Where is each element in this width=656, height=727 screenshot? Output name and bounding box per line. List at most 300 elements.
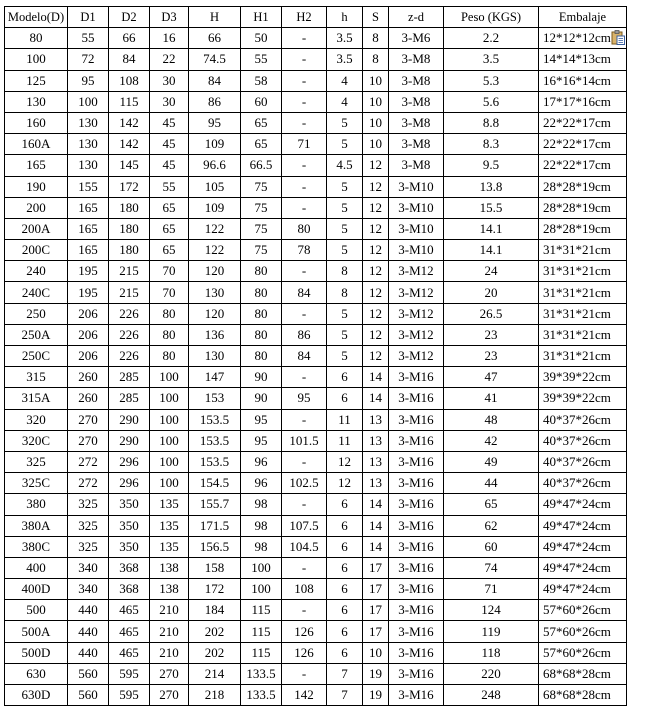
cell-h-lower: 5 xyxy=(327,134,363,155)
table-row xyxy=(5,218,627,239)
cell-d2: 142 xyxy=(109,134,150,155)
cell-d2: 350 xyxy=(109,494,150,515)
cell-h1: 80 xyxy=(241,324,282,345)
cell-s: 14 xyxy=(363,494,389,515)
cell-h1: 98 xyxy=(241,515,282,536)
cell-embalaje xyxy=(539,91,627,112)
column-header-d2: D2 xyxy=(109,7,150,28)
cell-d3: 100 xyxy=(150,451,189,472)
table-row xyxy=(5,557,627,578)
cell-embalaje xyxy=(539,515,627,536)
cell-h-lower: 4 xyxy=(327,70,363,91)
cell-h1: 100 xyxy=(241,579,282,600)
cell-modelo: 325C xyxy=(5,473,68,494)
cell-h-lower: 5 xyxy=(327,218,363,239)
cell-modelo: 315 xyxy=(5,367,68,388)
cell-d1: 560 xyxy=(68,663,109,684)
cell-peso: 14.1 xyxy=(444,218,539,239)
cell-d1: 72 xyxy=(68,49,109,70)
table-row xyxy=(5,409,627,430)
cell-s: 12 xyxy=(363,346,389,367)
cell-d3: 22 xyxy=(150,49,189,70)
cell-z-d: 3-M16 xyxy=(389,388,444,409)
cell-z-d: 3-M16 xyxy=(389,473,444,494)
cell-s: 19 xyxy=(363,685,389,706)
cell-modelo: 165 xyxy=(5,155,68,176)
cell-embalaje xyxy=(539,430,627,451)
cell-d1: 206 xyxy=(68,303,109,324)
cell-h2: 107.5 xyxy=(282,515,327,536)
cell-h-upper: 120 xyxy=(189,303,241,324)
table-row xyxy=(5,324,627,345)
cell-s: 10 xyxy=(363,134,389,155)
column-header-z-d: z-d xyxy=(389,7,444,28)
column-header-h-lower: h xyxy=(327,7,363,28)
cell-h-upper: 155.7 xyxy=(189,494,241,515)
cell-z-d: 3-M10 xyxy=(389,240,444,261)
cell-peso: 119 xyxy=(444,621,539,642)
cell-h2: - xyxy=(282,91,327,112)
table-row xyxy=(5,473,627,494)
cell-embalaje-text: 22*22*17cm xyxy=(543,115,611,131)
cell-d3: 100 xyxy=(150,367,189,388)
cell-d2: 350 xyxy=(109,515,150,536)
cell-d1: 340 xyxy=(68,557,109,578)
cell-s: 12 xyxy=(363,303,389,324)
cell-d3: 210 xyxy=(150,600,189,621)
table-row xyxy=(5,303,627,324)
cell-d1: 272 xyxy=(68,473,109,494)
cell-modelo: 200 xyxy=(5,197,68,218)
cell-d1: 340 xyxy=(68,579,109,600)
cell-modelo: 200A xyxy=(5,218,68,239)
cell-d2: 595 xyxy=(109,685,150,706)
table-row xyxy=(5,155,627,176)
cell-h1: 65 xyxy=(241,112,282,133)
cell-peso: 124 xyxy=(444,600,539,621)
cell-h1: 115 xyxy=(241,600,282,621)
cell-h-upper: 156.5 xyxy=(189,536,241,557)
cell-h2: 71 xyxy=(282,134,327,155)
cell-h-lower: 12 xyxy=(327,473,363,494)
cell-d1: 440 xyxy=(68,642,109,663)
column-header-h-upper: H xyxy=(189,7,241,28)
cell-s: 14 xyxy=(363,388,389,409)
cell-modelo: 250C xyxy=(5,346,68,367)
cell-embalaje xyxy=(539,473,627,494)
cell-h-lower: 6 xyxy=(327,367,363,388)
cell-h-upper: 172 xyxy=(189,579,241,600)
cell-d3: 80 xyxy=(150,346,189,367)
cell-peso: 20 xyxy=(444,282,539,303)
cell-d1: 325 xyxy=(68,494,109,515)
cell-peso: 5.6 xyxy=(444,91,539,112)
cell-embalaje xyxy=(539,600,627,621)
cell-embalaje xyxy=(539,579,627,600)
cell-d3: 100 xyxy=(150,430,189,451)
cell-modelo: 125 xyxy=(5,70,68,91)
cell-s: 17 xyxy=(363,557,389,578)
cell-d1: 165 xyxy=(68,197,109,218)
cell-h1: 80 xyxy=(241,346,282,367)
cell-h-upper: 153.5 xyxy=(189,430,241,451)
cell-d2: 285 xyxy=(109,388,150,409)
cell-peso: 42 xyxy=(444,430,539,451)
cell-h-lower: 7 xyxy=(327,685,363,706)
cell-modelo: 500D xyxy=(5,642,68,663)
cell-s: 10 xyxy=(363,91,389,112)
cell-embalaje xyxy=(539,367,627,388)
cell-d3: 210 xyxy=(150,642,189,663)
cell-embalaje-text: 40*37*26cm xyxy=(543,432,611,448)
cell-s: 12 xyxy=(363,261,389,282)
cell-embalaje-text: 31*31*21cm xyxy=(543,305,611,321)
cell-d1: 440 xyxy=(68,600,109,621)
cell-embalaje xyxy=(539,685,627,706)
table-row xyxy=(5,388,627,409)
cell-modelo: 380 xyxy=(5,494,68,515)
cell-z-d: 3-M12 xyxy=(389,324,444,345)
cell-s: 14 xyxy=(363,515,389,536)
cell-s: 10 xyxy=(363,112,389,133)
cell-h1: 60 xyxy=(241,91,282,112)
cell-modelo: 80 xyxy=(5,28,68,49)
cell-embalaje-text: 28*28*19cm xyxy=(543,178,611,194)
cell-h1: 58 xyxy=(241,70,282,91)
cell-h2: - xyxy=(282,557,327,578)
cell-d1: 55 xyxy=(68,28,109,49)
cell-embalaje xyxy=(539,197,627,218)
cell-h-lower: 5 xyxy=(327,303,363,324)
cell-h-upper: 109 xyxy=(189,197,241,218)
cell-modelo: 100 xyxy=(5,49,68,70)
table-row xyxy=(5,430,627,451)
cell-embalaje-text: 16*16*14cm xyxy=(543,72,611,88)
cell-embalaje xyxy=(539,557,627,578)
cell-s: 12 xyxy=(363,240,389,261)
cell-h1: 80 xyxy=(241,261,282,282)
cell-h-lower: 3.5 xyxy=(327,49,363,70)
cell-h-upper: 147 xyxy=(189,367,241,388)
cell-z-d: 3-M12 xyxy=(389,346,444,367)
cell-d3: 135 xyxy=(150,515,189,536)
cell-embalaje-text: 31*31*21cm xyxy=(543,348,611,364)
cell-peso: 13.8 xyxy=(444,176,539,197)
cell-h-lower: 5 xyxy=(327,240,363,261)
cell-d1: 95 xyxy=(68,70,109,91)
cell-modelo: 630 xyxy=(5,663,68,684)
cell-h1: 95 xyxy=(241,430,282,451)
column-header-d1: D1 xyxy=(68,7,109,28)
cell-d2: 145 xyxy=(109,155,150,176)
table-row xyxy=(5,176,627,197)
cell-embalaje xyxy=(539,303,627,324)
cell-z-d: 3-M8 xyxy=(389,112,444,133)
cell-h-upper: 130 xyxy=(189,346,241,367)
cell-h1: 133.5 xyxy=(241,685,282,706)
cell-peso: 8.3 xyxy=(444,134,539,155)
cell-embalaje-text: 57*60*26cm xyxy=(543,602,611,618)
cell-peso: 23 xyxy=(444,324,539,345)
table-row xyxy=(5,621,627,642)
cell-h1: 115 xyxy=(241,621,282,642)
cell-d3: 100 xyxy=(150,473,189,494)
table-header-row xyxy=(5,7,627,28)
cell-embalaje-text: 12*12*12cm xyxy=(543,30,611,46)
cell-embalaje xyxy=(539,388,627,409)
cell-d3: 100 xyxy=(150,409,189,430)
clipboard-paste-icon[interactable] xyxy=(611,30,625,45)
cell-modelo: 380A xyxy=(5,515,68,536)
cell-z-d: 3-M16 xyxy=(389,494,444,515)
cell-h-upper: 153.5 xyxy=(189,451,241,472)
cell-d2: 180 xyxy=(109,240,150,261)
cell-embalaje xyxy=(539,663,627,684)
cell-peso: 2.2 xyxy=(444,28,539,49)
cell-embalaje-text: 49*47*24cm xyxy=(543,538,611,554)
table-row xyxy=(5,240,627,261)
table-row xyxy=(5,70,627,91)
cell-h2: 84 xyxy=(282,282,327,303)
cell-z-d: 3-M8 xyxy=(389,70,444,91)
cell-h-lower: 5 xyxy=(327,197,363,218)
cell-z-d: 3-M16 xyxy=(389,579,444,600)
column-header-embalaje: Embalaje xyxy=(539,7,627,28)
cell-h-upper: 95 xyxy=(189,112,241,133)
cell-z-d: 3-M12 xyxy=(389,261,444,282)
cell-z-d: 3-M16 xyxy=(389,557,444,578)
cell-modelo: 240C xyxy=(5,282,68,303)
cell-peso: 23 xyxy=(444,346,539,367)
cell-s: 14 xyxy=(363,536,389,557)
cell-z-d: 3-M8 xyxy=(389,134,444,155)
cell-h-upper: 153.5 xyxy=(189,409,241,430)
table-row xyxy=(5,91,627,112)
cell-s: 17 xyxy=(363,579,389,600)
cell-d1: 260 xyxy=(68,367,109,388)
column-header-peso: Peso (KGS) xyxy=(444,7,539,28)
cell-h-upper: 154.5 xyxy=(189,473,241,494)
cell-embalaje-text: 39*39*22cm xyxy=(543,390,611,406)
cell-d2: 115 xyxy=(109,91,150,112)
cell-embalaje xyxy=(539,324,627,345)
cell-embalaje-text: 31*31*21cm xyxy=(543,284,611,300)
cell-h2: - xyxy=(282,176,327,197)
cell-h-upper: 66 xyxy=(189,28,241,49)
cell-s: 12 xyxy=(363,176,389,197)
cell-d3: 65 xyxy=(150,240,189,261)
cell-h1: 75 xyxy=(241,176,282,197)
cell-embalaje-text: 49*47*24cm xyxy=(543,517,611,533)
table-row xyxy=(5,494,627,515)
cell-modelo: 130 xyxy=(5,91,68,112)
table-row xyxy=(5,197,627,218)
cell-h-upper: 171.5 xyxy=(189,515,241,536)
cell-h2: 80 xyxy=(282,218,327,239)
cell-h1: 80 xyxy=(241,303,282,324)
cell-h-lower: 6 xyxy=(327,579,363,600)
cell-d3: 70 xyxy=(150,282,189,303)
cell-z-d: 3-M12 xyxy=(389,303,444,324)
cell-modelo: 315A xyxy=(5,388,68,409)
cell-h-lower: 7 xyxy=(327,663,363,684)
cell-d2: 350 xyxy=(109,536,150,557)
cell-h-upper: 184 xyxy=(189,600,241,621)
cell-h-lower: 12 xyxy=(327,451,363,472)
cell-h1: 50 xyxy=(241,28,282,49)
cell-z-d: 3-M16 xyxy=(389,451,444,472)
cell-peso: 44 xyxy=(444,473,539,494)
cell-d2: 595 xyxy=(109,663,150,684)
cell-d3: 80 xyxy=(150,324,189,345)
cell-d3: 270 xyxy=(150,685,189,706)
cell-h1: 55 xyxy=(241,49,282,70)
cell-d3: 30 xyxy=(150,70,189,91)
cell-embalaje xyxy=(539,70,627,91)
cell-d2: 172 xyxy=(109,176,150,197)
cell-d3: 30 xyxy=(150,91,189,112)
table-row xyxy=(5,685,627,706)
cell-modelo: 500 xyxy=(5,600,68,621)
cell-z-d: 3-M6 xyxy=(389,28,444,49)
cell-d2: 296 xyxy=(109,451,150,472)
cell-h-upper: 122 xyxy=(189,240,241,261)
cell-s: 17 xyxy=(363,621,389,642)
cell-d2: 226 xyxy=(109,346,150,367)
table-row xyxy=(5,49,627,70)
cell-h2: - xyxy=(282,261,327,282)
cell-embalaje-text: 40*37*26cm xyxy=(543,475,611,491)
cell-modelo: 190 xyxy=(5,176,68,197)
cell-z-d: 3-M16 xyxy=(389,663,444,684)
cell-modelo: 380C xyxy=(5,536,68,557)
cell-d1: 560 xyxy=(68,685,109,706)
cell-s: 17 xyxy=(363,600,389,621)
cell-h1: 115 xyxy=(241,642,282,663)
cell-h1: 66.5 xyxy=(241,155,282,176)
cell-h1: 100 xyxy=(241,557,282,578)
cell-modelo: 160A xyxy=(5,134,68,155)
cell-h-upper: 105 xyxy=(189,176,241,197)
cell-d3: 45 xyxy=(150,134,189,155)
cell-embalaje xyxy=(539,28,627,49)
cell-modelo: 630D xyxy=(5,685,68,706)
cell-embalaje xyxy=(539,112,627,133)
cell-s: 12 xyxy=(363,324,389,345)
cell-d2: 66 xyxy=(109,28,150,49)
cell-d2: 226 xyxy=(109,303,150,324)
cell-s: 19 xyxy=(363,663,389,684)
cell-s: 12 xyxy=(363,155,389,176)
cell-h1: 98 xyxy=(241,494,282,515)
cell-embalaje xyxy=(539,621,627,642)
cell-s: 13 xyxy=(363,473,389,494)
cell-d2: 108 xyxy=(109,70,150,91)
cell-z-d: 3-M10 xyxy=(389,197,444,218)
cell-peso: 74 xyxy=(444,557,539,578)
cell-h-lower: 6 xyxy=(327,536,363,557)
cell-s: 13 xyxy=(363,430,389,451)
cell-s: 13 xyxy=(363,451,389,472)
cell-h2: - xyxy=(282,28,327,49)
cell-d1: 272 xyxy=(68,451,109,472)
cell-s: 8 xyxy=(363,28,389,49)
cell-peso: 14.1 xyxy=(444,240,539,261)
cell-h-upper: 153 xyxy=(189,388,241,409)
cell-d3: 70 xyxy=(150,261,189,282)
cell-s: 14 xyxy=(363,367,389,388)
cell-h-upper: 120 xyxy=(189,261,241,282)
cell-d2: 215 xyxy=(109,282,150,303)
cell-d1: 155 xyxy=(68,176,109,197)
cell-d2: 180 xyxy=(109,218,150,239)
cell-h-lower: 6 xyxy=(327,494,363,515)
cell-h2: - xyxy=(282,155,327,176)
cell-z-d: 3-M16 xyxy=(389,600,444,621)
table-row xyxy=(5,451,627,472)
cell-peso: 8.8 xyxy=(444,112,539,133)
cell-s: 12 xyxy=(363,197,389,218)
cell-z-d: 3-M16 xyxy=(389,409,444,430)
cell-modelo: 200C xyxy=(5,240,68,261)
column-header-d3: D3 xyxy=(150,7,189,28)
cell-h2: - xyxy=(282,303,327,324)
cell-modelo: 325 xyxy=(5,451,68,472)
cell-peso: 9.5 xyxy=(444,155,539,176)
cell-embalaje xyxy=(539,155,627,176)
column-header-modelo: Modelo(D) xyxy=(5,7,68,28)
cell-modelo: 160 xyxy=(5,112,68,133)
cell-h-lower: 4 xyxy=(327,91,363,112)
cell-h-upper: 109 xyxy=(189,134,241,155)
cell-d2: 368 xyxy=(109,579,150,600)
cell-embalaje-text: 31*31*21cm xyxy=(543,326,611,342)
cell-z-d: 3-M8 xyxy=(389,91,444,112)
cell-embalaje-text: 68*68*28cm xyxy=(543,687,611,703)
cell-z-d: 3-M16 xyxy=(389,621,444,642)
cell-embalaje-text: 57*60*26cm xyxy=(543,623,611,639)
cell-modelo: 250A xyxy=(5,324,68,345)
column-header-h2: H2 xyxy=(282,7,327,28)
cell-h-upper: 130 xyxy=(189,282,241,303)
cell-h2: 101.5 xyxy=(282,430,327,451)
cell-embalaje-text: 31*31*21cm xyxy=(543,263,611,279)
cell-d1: 195 xyxy=(68,282,109,303)
cell-modelo: 250 xyxy=(5,303,68,324)
cell-h2: 108 xyxy=(282,579,327,600)
cell-embalaje xyxy=(539,346,627,367)
cell-modelo: 320C xyxy=(5,430,68,451)
cell-d1: 206 xyxy=(68,346,109,367)
cell-embalaje xyxy=(539,282,627,303)
cell-h-upper: 86 xyxy=(189,91,241,112)
cell-modelo: 400 xyxy=(5,557,68,578)
cell-h-lower: 6 xyxy=(327,557,363,578)
cell-peso: 15.5 xyxy=(444,197,539,218)
cell-peso: 62 xyxy=(444,515,539,536)
cell-peso: 41 xyxy=(444,388,539,409)
cell-h2: - xyxy=(282,409,327,430)
cell-d2: 226 xyxy=(109,324,150,345)
cell-d1: 270 xyxy=(68,430,109,451)
cell-embalaje xyxy=(539,134,627,155)
cell-d2: 296 xyxy=(109,473,150,494)
cell-h-upper: 96.6 xyxy=(189,155,241,176)
cell-h-lower: 11 xyxy=(327,409,363,430)
cell-h1: 75 xyxy=(241,240,282,261)
cell-d1: 165 xyxy=(68,240,109,261)
cell-s: 10 xyxy=(363,642,389,663)
